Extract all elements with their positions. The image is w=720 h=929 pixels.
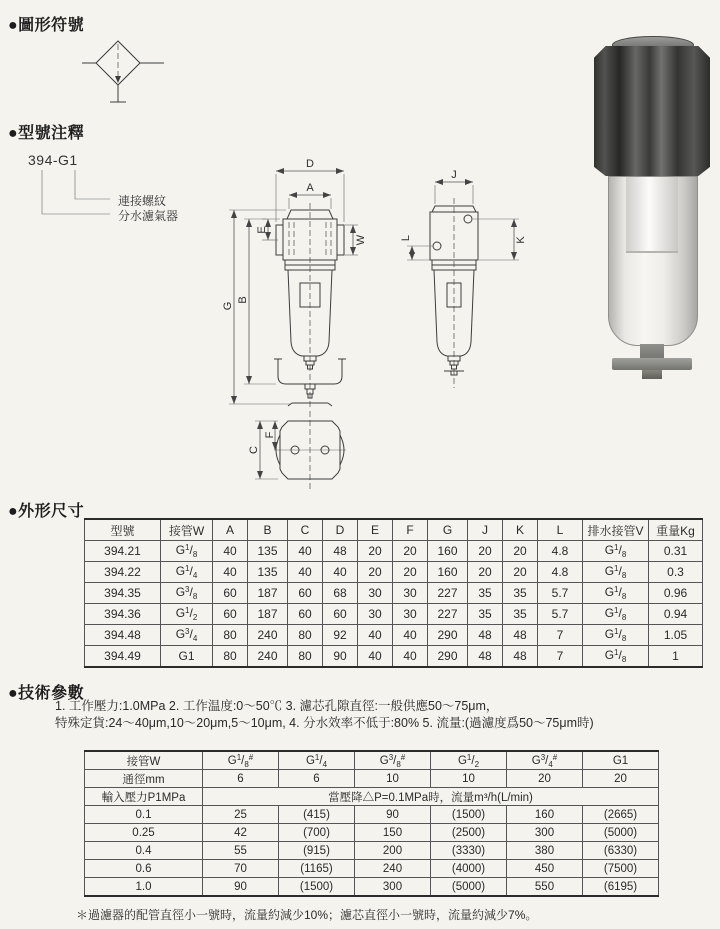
dims-table-cell: 394.21 — [85, 541, 161, 562]
dims-table-cell: 5.7 — [538, 604, 583, 625]
dims-table-cell: 60 — [213, 604, 248, 625]
annotation-product-label: 分水濾氣器 — [118, 209, 179, 223]
flow-pipe-label: 接管W — [85, 751, 203, 770]
dims-table-cell: $G^3/_8$ — [161, 583, 213, 604]
dims-table-cell: 80 — [288, 625, 323, 646]
dims-table-row — [85, 541, 703, 562]
flow-table-cell: 70 — [203, 860, 279, 878]
flow-pressure-label: 輸入壓力P1MPa — [85, 788, 203, 806]
photo-drain-tip — [642, 370, 662, 379]
flow-table-cell: 550 — [507, 878, 583, 897]
dims-table-header-cell: D — [323, 519, 358, 541]
flow-table-row — [85, 824, 659, 842]
dims-table-cell: 0.31 — [649, 541, 703, 562]
dims-table-cell: 227 — [428, 583, 468, 604]
dim-label-J: J — [451, 169, 457, 181]
dims-table-cell: 1.05 — [649, 625, 703, 646]
front-view-drawing — [222, 158, 367, 408]
flow-pipe-size-cell: $G^3/_8^{\#}$ — [355, 751, 431, 770]
flow-table-cell: 240 — [355, 860, 431, 878]
dims-table-cell: 20 — [358, 562, 393, 583]
flow-table-cell: (2665) — [583, 806, 659, 824]
flow-table-cell: 25 — [203, 806, 279, 824]
dims-table-cell: $G^3/_4$ — [161, 625, 213, 646]
tech-note-line2: 特殊定貨:24～40μm,10～20μm,5～10μm, 4. 分水效率不低于:80% 5. 流量:(過濾度爲50～75μm時) — [55, 716, 594, 730]
dims-table-cell: 0.94 — [649, 604, 703, 625]
model-code: 394-G1 — [28, 152, 78, 168]
dims-table-cell: 135 — [248, 541, 288, 562]
dims-table-header-cell: C — [288, 519, 323, 541]
dims-table-cell: 35 — [468, 604, 503, 625]
dims-table-cell: 35 — [503, 604, 538, 625]
dims-table-row — [85, 583, 703, 604]
dims-table-cell: 5.7 — [538, 583, 583, 604]
dims-table-cell: 40 — [393, 646, 428, 668]
flow-pipe-size-cell: G1 — [583, 751, 659, 770]
dims-table-cell: 30 — [393, 583, 428, 604]
dims-table-header-cell: 接管W — [161, 519, 213, 541]
flow-span-header: 當壓降△P=0.1MPa時，流量m³/h(L/min) — [203, 788, 659, 806]
flow-table-cell: 160 — [507, 806, 583, 824]
dims-table-cell: 60 — [213, 583, 248, 604]
dim-label-E: E — [256, 226, 268, 234]
dims-table-header-cell: K — [503, 519, 538, 541]
photo-drain-bracket — [612, 358, 692, 370]
flow-table-cell: 42 — [203, 824, 279, 842]
flow-table-cell: 0.4 — [85, 842, 203, 860]
flow-table-cell: (2500) — [431, 824, 507, 842]
dims-table-cell: 60 — [323, 604, 358, 625]
flow-table-cell: 90 — [203, 878, 279, 897]
flow-table-cell: 300 — [355, 878, 431, 897]
dim-label-D: D — [306, 158, 314, 170]
dims-table-cell: 35 — [468, 583, 503, 604]
flow-table-row — [85, 751, 659, 770]
flow-table-cell: (700) — [279, 824, 355, 842]
dims-table-cell: 394.49 — [85, 646, 161, 668]
dims-table-cell: 48 — [468, 646, 503, 668]
dims-table-cell: $G^1/_2$ — [161, 604, 213, 625]
flow-table-cell: 0.6 — [85, 860, 203, 878]
flow-table-cell: 380 — [507, 842, 583, 860]
tech-notes — [55, 698, 685, 732]
product-photo — [590, 20, 714, 360]
dims-table-cell: 20 — [503, 541, 538, 562]
dims-table-header-row — [85, 519, 703, 541]
dims-table-cell: 227 — [428, 604, 468, 625]
side-view-drawing — [400, 169, 527, 388]
dims-table-cell: 40 — [213, 562, 248, 583]
flow-bore-cell: 6 — [279, 770, 355, 788]
dims-table-cell: 135 — [248, 562, 288, 583]
dims-table-cell: G1 — [161, 646, 213, 668]
filter-symbol-diagram — [80, 36, 170, 108]
dim-label-C: C — [248, 446, 260, 454]
flow-table-cell: (1500) — [279, 878, 355, 897]
flow-table-cell: (6330) — [583, 842, 659, 860]
dims-table-cell: 0.96 — [649, 583, 703, 604]
flow-table-cell: 1.0 — [85, 878, 203, 897]
flow-pipe-size-cell: $G^3/_4^{\#}$ — [507, 751, 583, 770]
flow-bore-cell: 20 — [583, 770, 659, 788]
dims-table-header-cell: G — [428, 519, 468, 541]
flow-table-cell: (6195) — [583, 878, 659, 897]
flow-table-cell: (1500) — [431, 806, 507, 824]
dims-table-header-cell: F — [393, 519, 428, 541]
dims-table-cell: $G^1/_8$ — [583, 625, 649, 646]
flow-bore-cell: 10 — [355, 770, 431, 788]
flow-table-row — [85, 788, 659, 806]
flow-table-cell: (5000) — [431, 878, 507, 897]
annotation-thread-label: 連接螺紋 — [118, 194, 167, 208]
flow-table-row — [85, 860, 659, 878]
dim-label-F: F — [264, 431, 276, 439]
dims-table-header-cell: 重量Kg — [649, 519, 703, 541]
dims-table-cell: $G^1/_8$ — [583, 646, 649, 668]
dims-table-row — [85, 604, 703, 625]
dims-table-header-cell: J — [468, 519, 503, 541]
dimension-drawings — [222, 148, 602, 498]
dims-table-cell: 68 — [323, 583, 358, 604]
dims-table-cell: 394.35 — [85, 583, 161, 604]
dims-table-cell: 20 — [468, 562, 503, 583]
dims-table-cell: 48 — [503, 625, 538, 646]
dim-label-B: B — [237, 296, 249, 304]
flow-table-cell: 55 — [203, 842, 279, 860]
dims-table-cell: 40 — [393, 625, 428, 646]
dims-table-header-cell: A — [213, 519, 248, 541]
dims-table-cell: 160 — [428, 541, 468, 562]
flow-table-row — [85, 878, 659, 897]
dims-table-cell: 20 — [468, 541, 503, 562]
dim-label-W: W — [355, 234, 367, 246]
bottom-view-drawing — [248, 411, 346, 489]
flow-table-cell: 90 — [355, 806, 431, 824]
flow-bore-cell: 10 — [431, 770, 507, 788]
flow-table-cell: 200 — [355, 842, 431, 860]
section-title-tech-params: ●技術參數 — [8, 685, 85, 702]
flow-pipe-size-cell: $G^1/_8^{\#}$ — [203, 751, 279, 770]
dims-table-cell: 40 — [358, 625, 393, 646]
dims-table-header-cell: B — [248, 519, 288, 541]
dims-table-cell: $G^1/_8$ — [161, 541, 213, 562]
dim-label-L: L — [400, 234, 412, 242]
dims-table-cell: 40 — [213, 541, 248, 562]
tech-note-line1: 1. 工作壓力:1.0MPa 2. 工作温度:0～50℃ 3. 濾芯孔隙直徑:一般供應50～75μm， — [55, 699, 499, 713]
flow-table-row — [85, 770, 659, 788]
dims-table-cell: 80 — [213, 625, 248, 646]
dims-table-cell: $G^1/_4$ — [161, 562, 213, 583]
flow-table-row — [85, 806, 659, 824]
dims-table-header-cell: E — [358, 519, 393, 541]
dims-table-cell: 394.48 — [85, 625, 161, 646]
flow-table-cell: (3330) — [431, 842, 507, 860]
dims-table-row — [85, 625, 703, 646]
dims-table — [84, 518, 703, 668]
dims-table-cell: 290 — [428, 625, 468, 646]
section-title-model-notes: ●型號注釋 — [8, 125, 85, 142]
dims-table-cell: 48 — [503, 646, 538, 668]
dims-table-cell: 20 — [393, 562, 428, 583]
flow-table-cell: 0.25 — [85, 824, 203, 842]
dims-table-cell: 48 — [468, 625, 503, 646]
dims-table-cell: 40 — [288, 562, 323, 583]
dims-table-cell: 30 — [358, 583, 393, 604]
section-title-graphic-symbol: ●圖形符號 — [8, 17, 85, 34]
dims-table-row — [85, 646, 703, 668]
photo-cap-body — [594, 46, 710, 176]
flow-table-cell: (4000) — [431, 860, 507, 878]
flow-table-cell: 300 — [507, 824, 583, 842]
dims-table-cell: 20 — [358, 541, 393, 562]
dim-label-A: A — [306, 182, 314, 194]
dims-table-cell: 160 — [428, 562, 468, 583]
dims-table-header-cell: L — [538, 519, 583, 541]
dims-table-cell: 90 — [323, 646, 358, 668]
dims-table-cell: 30 — [358, 604, 393, 625]
dims-table-cell: 30 — [393, 604, 428, 625]
dims-table-cell: 20 — [503, 562, 538, 583]
flow-table-cell: 150 — [355, 824, 431, 842]
flow-table-cell: (7500) — [583, 860, 659, 878]
section-title-dimensions: ●外形尺寸 — [8, 503, 85, 520]
dims-table-cell: 7 — [538, 646, 583, 668]
dims-table-cell: 20 — [393, 541, 428, 562]
dims-table-cell: 187 — [248, 604, 288, 625]
dims-table-header-cell: 型號 — [85, 519, 161, 541]
dims-table-cell: 92 — [323, 625, 358, 646]
dims-table-cell: 1 — [649, 646, 703, 668]
dims-table-row — [85, 562, 703, 583]
dims-table-cell: 60 — [288, 583, 323, 604]
dims-table-cell: 240 — [248, 646, 288, 668]
dims-table-cell: $G^1/_8$ — [583, 541, 649, 562]
dim-label-K: K — [515, 236, 527, 244]
dims-table-cell: 4.8 — [538, 562, 583, 583]
flow-table-cell: 0.1 — [85, 806, 203, 824]
dims-table-header-cell: 排水接管V — [583, 519, 649, 541]
flow-table-cell: (915) — [279, 842, 355, 860]
dims-table-cell: 40 — [288, 541, 323, 562]
flow-table-row — [85, 842, 659, 860]
dim-label-G: G — [222, 301, 234, 311]
flow-pipe-size-cell: $G^1/_4$ — [279, 751, 355, 770]
dims-table-cell: 187 — [248, 583, 288, 604]
dims-table-cell: 80 — [288, 646, 323, 668]
dims-table-cell: 290 — [428, 646, 468, 668]
flow-table-cell: (5000) — [583, 824, 659, 842]
flow-bore-cell: 6 — [203, 770, 279, 788]
table-footnote: ＊過濾器的配管直徑小一號時，流量約減少10%；濾芯直徑小一號時，流量約減少7%。 — [76, 908, 538, 922]
model-annotation-lines — [35, 170, 115, 218]
dims-table-cell: 240 — [248, 625, 288, 646]
flow-table-cell: 450 — [507, 860, 583, 878]
flow-bore-cell: 20 — [507, 770, 583, 788]
dims-table-cell: 394.22 — [85, 562, 161, 583]
dims-table-cell: 0.3 — [649, 562, 703, 583]
dims-table-cell: $G^1/_8$ — [583, 562, 649, 583]
dims-table-cell: $G^1/_8$ — [583, 604, 649, 625]
dims-table-cell: $G^1/_8$ — [583, 583, 649, 604]
dims-table-cell: 40 — [323, 562, 358, 583]
dims-table-cell: 80 — [213, 646, 248, 668]
dims-table-cell: 4.8 — [538, 541, 583, 562]
flow-bore-label: 通徑mm — [85, 770, 203, 788]
flow-table-cell: (415) — [279, 806, 355, 824]
dims-table-cell: 40 — [358, 646, 393, 668]
flow-table-cell: (1165) — [279, 860, 355, 878]
dims-table-cell: 35 — [503, 583, 538, 604]
dims-table-cell: 60 — [288, 604, 323, 625]
dims-table-cell: 48 — [323, 541, 358, 562]
flow-pipe-size-cell: $G^1/_2$ — [431, 751, 507, 770]
dims-table-cell: 7 — [538, 625, 583, 646]
photo-filter-element — [626, 177, 678, 253]
dims-table-cell: 394.36 — [85, 604, 161, 625]
flow-table — [84, 750, 659, 897]
